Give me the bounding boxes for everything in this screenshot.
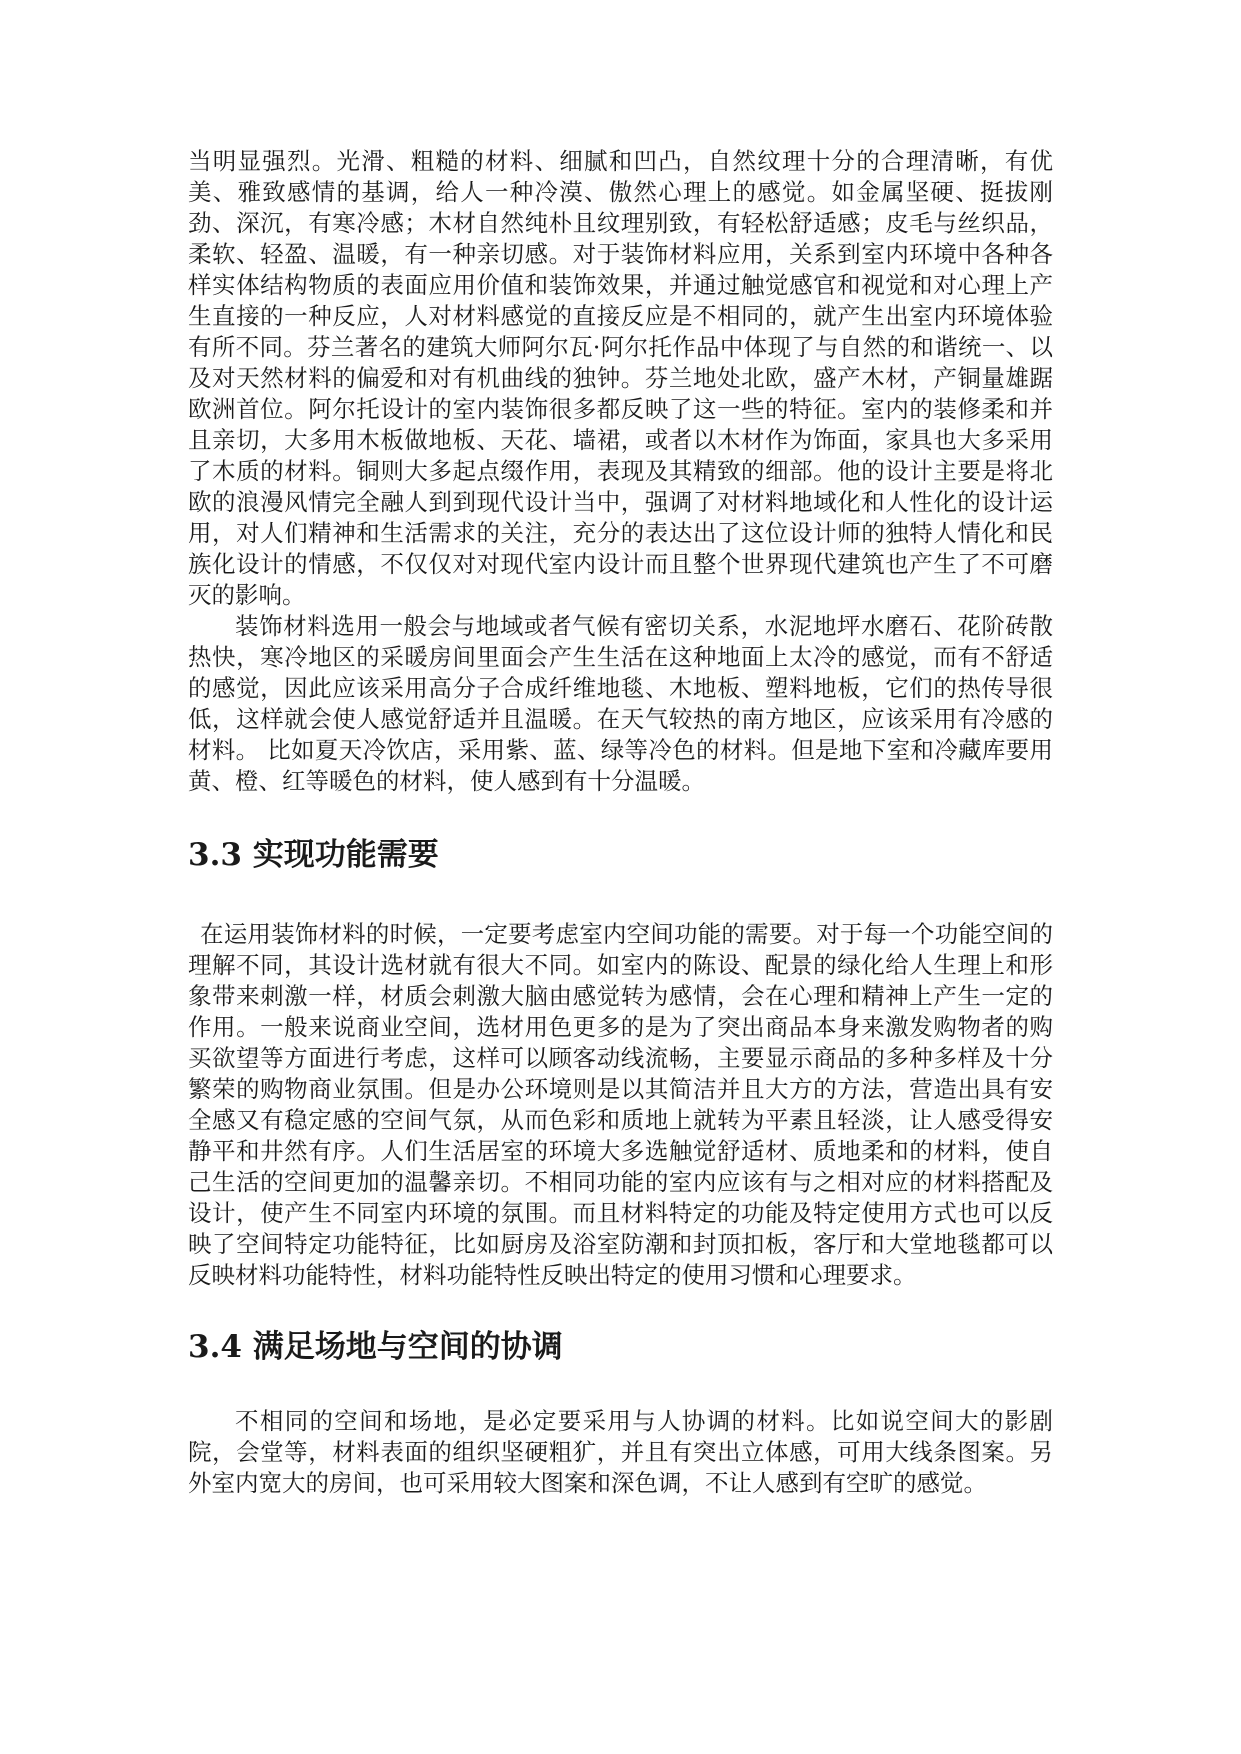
paragraph-material-climate: 装饰材料选用一般会与地域或者气候有密切关系，水泥地坪水磨石、花阶砖散热快，寒冷地区的采暖房间里面会产生生活在这种地面上太冷的感觉，而有不舒适的感觉，因此应该采用高分子合成纤维地毯、木地板、塑料地板，它们的热传导很低，这样就会使人感觉舒适并且温暖。在天气较热的南方地区，应该采用有冷感的材料。 比如夏天冷饮店，采用紫、蓝、绿等冷色的材料。但是地下室和冷藏库要用黄、橙、红等暖色的材料，使人感到有十分温暖。 — [188, 612, 1053, 795]
paragraph-function-needs: 在运用装饰材料的时候，一定要考虑室内空间功能的需要。对于每一个功能空间的理解不同，其设计选材就有很大不同。如室内的陈设、配景的绿化给人生理上和形象带来刺激一样，材质会刺激大脑由感觉转为感情，会在心理和精神上产生一定的作用。一般来说商业空间，选材用色更多的是为了突出商品本身来激发购物者的购买欲望等方面进行考虑，这样可以顾客动线流畅，主要显示商品的多种多样及十分繁荣的购物商业氛围。但是办公环境则是以其简洁并且大方的方法，营造出具有安全感又有稳定感的空间气氛，从而色彩和质地上就转为平素且轻淡，让人感受得安静平和井然有序。人们生活居室的环境大多选触觉舒适材、质地柔和的材料，使自己生活的空间更加的温馨亲切。不相同功能的室内应该有与之相对应的材料搭配及设计，使产生不同室内环境的氛围。而且材料特定的功能及特定使用方式也可以反映了空间特定功能特征，比如厨房及浴室防潮和封顶扣板，客厅和大堂地毯都可以反映材料功能特性，材料功能特性反映出特定的使用习惯和心理要求。 — [188, 920, 1053, 1289]
document-page — [188, 146, 1053, 1499]
paragraph-material-texture: 当明显强烈。光滑、粗糙的材料、细腻和凹凸，自然纹理十分的合理清晰，有优美、雅致感情的基调，给人一种冷漠、傲然心理上的感觉。如金属坚硬、挺拔刚劲、深沉，有寒冷感；木材自然纯朴且纹理别致，有轻松舒适感；皮毛与丝织品，柔软、轻盈、温暖，有一种亲切感。对于装饰材料应用，关系到室内环境中各种各样实体结构物质的表面应用价值和装饰效果，并通过触觉感官和视觉和对心理上产生直接的一种反应，人对材料感觉的直接反应是不相同的，就产生出室内环境体验有所不同。芬兰著名的建筑大师阿尔瓦·阿尔托作品中体现了与自然的和谐统一、以及对天然材料的偏爱和对有机曲线的独钟。芬兰地处北欧，盛产木材，产铜量雄踞欧洲首位。阿尔托设计的室内装饰很多都反映了这一些的特征。室内的装修柔和并且亲切，大多用木板做地板、天花、墙裙，或者以木材作为饰面，家具也大多采用了木质的材料。铜则大多起点缀作用，表现及其精致的细部。他的设计主要是将北欧的浪漫风情完全融人到到现代设计当中，强调了对材料地域化和人性化的设计运用，对人们精神和生活需求的关注，充分的表达出了这位设计师的独特人情化和民族化设计的情感，不仅仅对对现代室内设计而且整个世界现代建筑也产生了不可磨灭的影响。 — [188, 147, 1053, 609]
paragraph-space-coordination: 不相同的空间和场地，是必定要采用与人协调的材料。比如说空间大的影剧院，会堂等，材料表面的组织坚硬粗犷，并且有突出立体感，可用大线条图案。另外室内宽大的房间，也可采用较大图案和深色调，不让人感到有空旷的感觉。 — [188, 1407, 1053, 1497]
section-heading-3-4: 3.4 满足场地与空间的协调 — [188, 1329, 563, 1365]
section-heading-3-3: 3.3 实现功能需要 — [188, 837, 439, 873]
